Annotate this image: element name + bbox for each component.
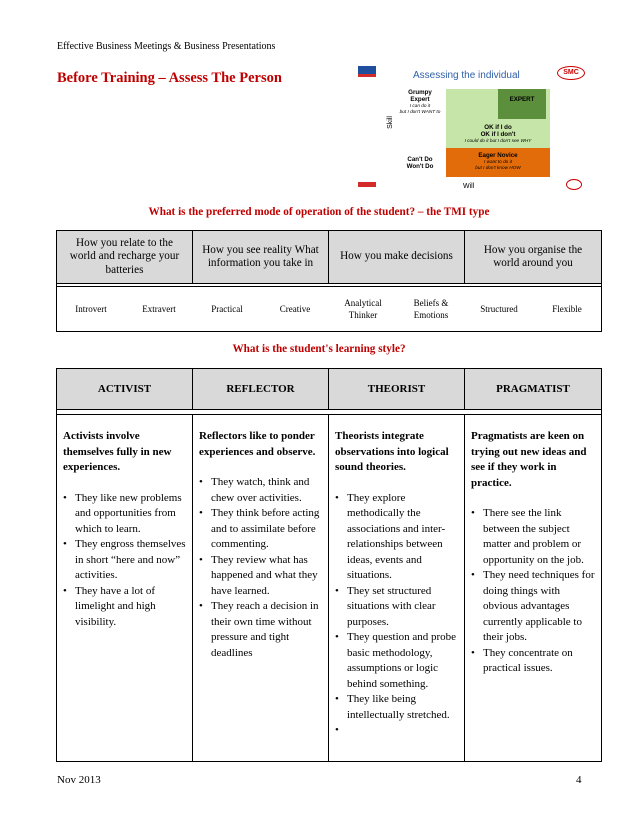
quadrant-eager-novice: [446, 148, 550, 177]
pragmatist-intro: Pragmatists are keen on trying out new ideas and see if they work in practice.: [471, 430, 587, 489]
quadrant-cant-do: [394, 148, 446, 177]
theorist-list: [335, 491, 458, 739]
grumpy-sub-1: I can do it: [409, 103, 431, 108]
ls-column-theorist: [329, 415, 465, 761]
list-item: • They question and probe basic methodology, assumptions or logic behind something.: [335, 630, 458, 692]
grumpy-sub-2: but I don't WANT to: [399, 109, 441, 114]
theorist-intro: Theorists integrate observations into logical sound theories.: [335, 430, 449, 473]
reflector-intro: Reflectors like to ponder experiences and observe.: [199, 430, 316, 458]
tmi-question: What is the preferred mode of operation of the student? – the TMI type: [148, 206, 490, 218]
page-title: Before Training – Assess The Person: [57, 70, 282, 86]
eager-label: Eager Novice: [478, 152, 518, 159]
list-item: • They like new problems and opportunities from which to learn.: [63, 491, 186, 538]
activist-list: [63, 491, 186, 631]
list-item: • They set structured situations with clear purposes.: [335, 584, 458, 631]
ls-header-reflector: REFLECTOR: [193, 369, 329, 409]
running-header: Effective Business Meetings & Business Presentations: [57, 41, 276, 52]
ls-column-pragmatist: [465, 415, 601, 761]
ls-header-activist: ACTIVIST: [57, 369, 193, 409]
ls-header-theorist: THEORIST: [329, 369, 465, 409]
quadrant-grumpy-expert: [394, 89, 446, 119]
tmi-option-structured: Structured: [480, 304, 518, 314]
quadrant-ok: [446, 119, 550, 148]
logo-left-icon: [358, 66, 376, 77]
eager-sub-1: I want to do it: [484, 159, 512, 164]
tmi-option-analytical: Analytical Thinker: [344, 298, 382, 320]
expert-label: EXPERT: [509, 96, 535, 103]
list-item: • They think before acting and to assimilate before commenting.: [199, 506, 322, 553]
logo-bottom-left-icon: [358, 182, 376, 187]
ls-column-reflector: [193, 415, 329, 761]
tmi-header-decisions: How you make decisions: [329, 231, 465, 283]
list-item: [335, 723, 458, 739]
ls-header-pragmatist: PRAGMATIST: [465, 369, 601, 409]
figure-title: Assessing the individual: [413, 70, 520, 81]
tmi-option-extravert: Extravert: [142, 304, 176, 314]
footer-date: Nov 2013: [57, 774, 101, 786]
ok-label-2: OK if I don't: [480, 131, 516, 138]
tmi-option-beliefs: Beliefs & Emotions: [413, 298, 449, 320]
tmi-header-organise: How you organise the world around you: [465, 231, 601, 283]
cant-label-2: Won't Do: [406, 163, 434, 170]
activist-intro: Activists involve themselves fully in new experiences.: [63, 430, 172, 473]
pragmatist-list: [471, 506, 595, 677]
eager-sub-2: but I don't know HOW: [475, 165, 521, 170]
skill-will-matrix: [394, 89, 550, 177]
list-item: • They need techniques for doing things with obvious advantages currently applicable to their jobs.: [471, 568, 595, 646]
grumpy-label-2: Expert: [410, 96, 430, 103]
tmi-option-introvert: Introvert: [75, 304, 107, 314]
grumpy-label-1: Grumpy: [408, 89, 432, 96]
logo-bottom-right-icon: [566, 179, 582, 190]
cant-label-1: Can't Do: [407, 156, 433, 163]
list-item: • They review what has happened and what they have learned.: [199, 553, 322, 600]
page-number: 4: [576, 774, 582, 786]
tmi-header-relate: How you relate to the world and recharge your batteries: [57, 231, 193, 283]
reflector-list: [199, 475, 322, 661]
list-item: • They explore methodically the associations and inter-relationships between ideas, events and situations.: [335, 491, 458, 584]
ok-label-1: OK if I do: [484, 124, 512, 131]
learning-style-question: What is the student's learning style?: [232, 343, 406, 355]
tmi-option-flexible: Flexible: [552, 304, 582, 314]
quadrant-expert: [446, 89, 550, 119]
axis-label-skill: Skill: [386, 116, 394, 129]
list-item: • There see the link between the subject matter and problem or opportunity on the job.: [471, 506, 595, 568]
tmi-table: [56, 230, 602, 332]
ls-column-activist: [57, 415, 193, 761]
ok-sub: I could do it but I don't see WHY: [464, 138, 532, 143]
list-item: • They watch, think and chew over activities.: [199, 475, 322, 506]
tmi-option-creative: Creative: [279, 304, 311, 314]
learning-styles-table: [56, 368, 602, 762]
tmi-header-reality: How you see reality What information you take in: [193, 231, 329, 283]
list-item: • They concentrate on practical issues.: [471, 646, 595, 677]
list-item: • They have a lot of limelight and high visibility.: [63, 584, 186, 631]
list-item: • They like being intellectually stretched.: [335, 692, 458, 723]
smc-logo: SMC: [557, 66, 585, 80]
list-item: • They engross themselves in short “here and now” activities.: [63, 537, 186, 584]
tmi-option-practical: Practical: [211, 304, 243, 314]
list-item: • They reach a decision in their own time without pressure and tight deadlines: [199, 599, 322, 661]
axis-label-will: Will: [463, 183, 475, 190]
